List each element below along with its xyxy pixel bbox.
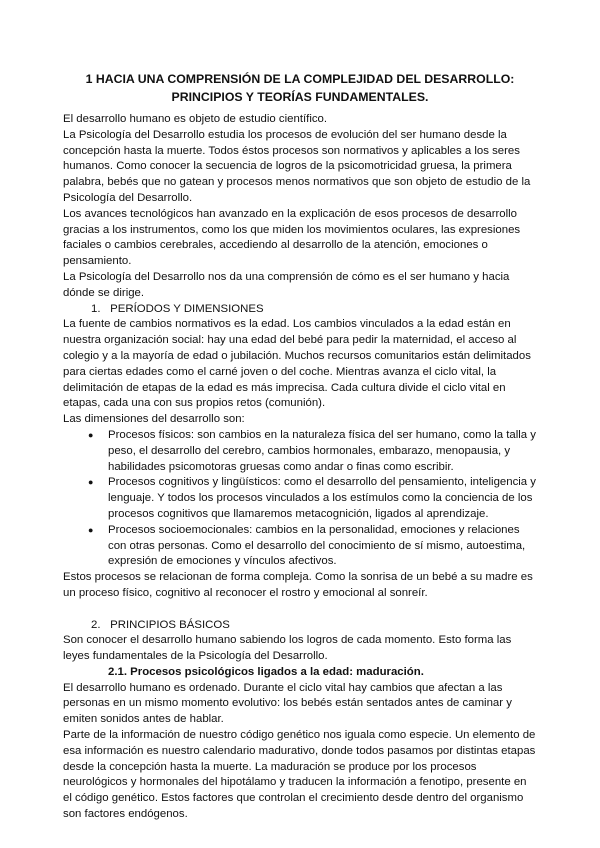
dimensions-list [63, 428, 537, 570]
intro-paragraph-4: La Psicología del Desarrollo nos da una comprensión de cómo es el ser humano y hacia dónde se dirige. [63, 270, 510, 299]
section-2-heading [63, 618, 537, 634]
subsection-2-1-heading: 2.1. Procesos psicológicos ligados a la edad: maduración. [108, 665, 424, 678]
list-item: ● Procesos socioemocionales: cambios en la personalidad, emociones y relaciones con otras personas. Como el desarrollo del conocimiento de sí mismo, autoestima, expresión de emociones y vínculos afectivos. [108, 523, 537, 570]
section-1-paragraph-3: Estos procesos se relacionan de forma compleja. Como la sonrisa de un bebé a su madre es un proceso físico, cognitivo al reconocer el rostro y emocional al sonreír. [63, 571, 533, 599]
section-1-heading [63, 302, 537, 318]
document-title [70, 70, 530, 106]
section-2-paragraph-1: Son conocer el desarrollo humano sabiendo los logros de cada momento. Esto forma las leyes fundamentales de la Psicología del Desarrollo. [63, 634, 512, 663]
spacer [63, 602, 537, 618]
section-1-number: 1. [91, 302, 101, 315]
section-1-paragraph-1: La fuente de cambios normativos es la edad. Los cambios vinculados a la edad están en nuestra organización social: hay una edad del bebé para pedir la maternidad, el acceso al colegio y a la mayoría de edad o jubilación. Muchos recursos comunitarios están delimitados para ciertas edades como el carné joven o del coche. Mientras avanza el ciclo vital, la delimitación de etapas de la edad es más imprecisa. Cada cultura divide el ciclo vital en etapas, cada una con sus propios retos (comunión). [63, 318, 531, 410]
intro-paragraph-3: Los avances tecnológicos han avanzado en la explicación de esos procesos de desarrollo gracias a los instrumentos, como los que miden los movimientos oculares, las expresiones faciales o cambios cerebrales, accediendo al desarrollo de la atención, emociones o pensamiento. [63, 207, 521, 268]
section-2-paragraph-3: Parte de la información de nuestro código genético nos iguala como especie. Un elemento de esa información es nuestro calendario madurativo, donde todos pasamos por distintas etapas desde la concepción hasta la muerte. La maduración se produce por los procesos neurológicos y hormonales del hipotálamo y traducen la información a fenotipo, presente en el código genético. Estos factores que controlan el crecimiento desde dentro del organismo son factores endógenos. [63, 729, 536, 821]
section-2-number: 2. [91, 618, 101, 631]
section-1-title: PERÍODOS Y DIMENSIONES [110, 302, 264, 315]
title-line-2: PRINCIPIOS Y TEORÍAS FUNDAMENTALES. [171, 90, 429, 104]
section-1-paragraph-2: Las dimensiones del desarrollo son: [63, 413, 245, 426]
section-2-paragraph-2: El desarrollo humano es ordenado. Durante el ciclo vital hay cambios que afectan a las personas en un mismo momento evolutivo: los bebés están sentados antes de caminar y emiten sonidos antes de hablar. [63, 681, 512, 726]
intro-paragraph-2: La Psicología del Desarrollo estudia los procesos de evolución del ser humano desde la concepción hasta la muerte. Todos éstos procesos son normativos y aplicables a los seres humanos. Como conocer la secuencia de logros de la psicomotricidad gruesa, la primera palabra, bebés que no gatean y procesos menos normativos que son objeto de estudio de la Psicología del Desarrollo. [63, 128, 531, 204]
list-item: ● Procesos físicos: son cambios en la naturaleza física del ser humano, como la talla y peso, el desarrollo del cerebro, cambios hormonales, embarazo, menopausia, y habilidades psicomotoras gruesas como andar o finas como escribir. [108, 428, 537, 475]
document-body [63, 112, 537, 823]
intro-paragraph-1: El desarrollo humano es objeto de estudio científico. [63, 113, 328, 125]
section-2-title: PRINCIPIOS BÁSICOS [110, 618, 230, 631]
title-line-1: 1 HACIA UNA COMPRENSIÓN DE LA COMPLEJIDAD DEL DESARROLLO: [85, 72, 515, 86]
list-item: ● Procesos cognitivos y lingüísticos: como el desarrollo del pensamiento, inteligencia y lenguaje. Y todos los procesos vinculados a los estímulos como la conciencia de los procesos cognitivos que llamaremos metacognición, ligados al aprendizaje. [108, 475, 537, 522]
